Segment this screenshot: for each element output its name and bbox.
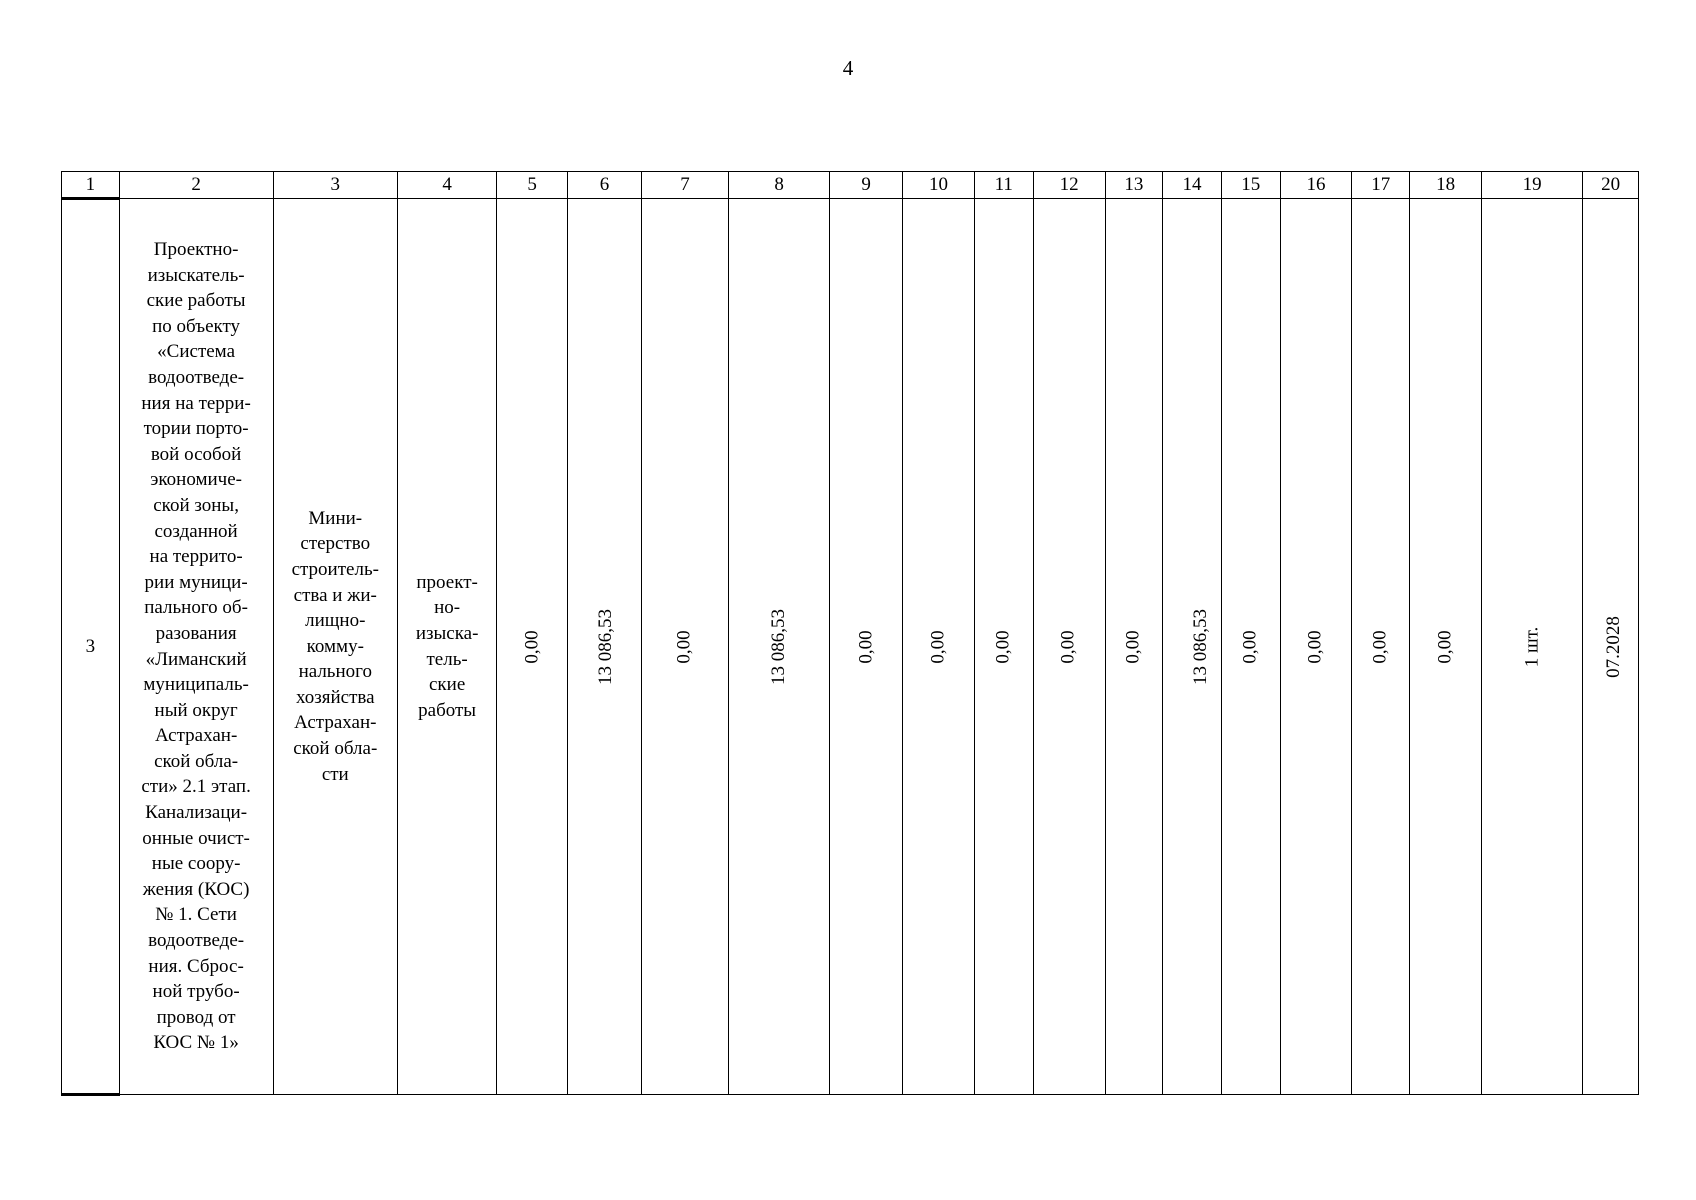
value-cell-15 <box>1221 199 1280 1095</box>
column-number-header: 2 <box>119 172 273 199</box>
value-cell-11 <box>974 199 1033 1095</box>
column-number-header: 16 <box>1280 172 1352 199</box>
value-13: 0,00 <box>1122 629 1144 664</box>
column-number-header: 3 <box>273 172 398 199</box>
value-cell-18 <box>1410 199 1482 1095</box>
value-18: 0,00 <box>1434 629 1456 664</box>
quantity-cell <box>1482 199 1583 1095</box>
deadline-value: 07.2028 <box>1603 615 1625 678</box>
column-number-header: 19 <box>1482 172 1583 199</box>
value-10: 0,00 <box>927 629 949 664</box>
column-number-header: 10 <box>903 172 975 199</box>
column-number-header: 8 <box>728 172 829 199</box>
row-number-cell <box>62 199 120 1095</box>
header-row <box>62 172 1639 199</box>
value-6: 13 086,53 <box>595 608 617 685</box>
column-number-header: 11 <box>974 172 1033 199</box>
value-cell-17 <box>1352 199 1410 1095</box>
value-5: 0,00 <box>521 629 543 664</box>
page-number: 4 <box>842 56 854 80</box>
value-8: 13 086,53 <box>768 608 790 685</box>
value-16: 0,00 <box>1305 629 1327 664</box>
column-number-header: 13 <box>1105 172 1163 199</box>
data-table <box>61 171 1639 1096</box>
work-type: проект- но- изыска- тель- ские работы <box>415 571 479 721</box>
value-7: 0,00 <box>673 629 695 664</box>
value-11: 0,00 <box>992 629 1014 664</box>
column-number-header: 20 <box>1583 172 1639 199</box>
executor-cell <box>273 199 398 1095</box>
value-cell-14 <box>1163 199 1222 1095</box>
value-cell-7 <box>641 199 728 1095</box>
value-cell-5 <box>497 199 568 1095</box>
row-number: 3 <box>85 635 96 657</box>
column-number-header: 14 <box>1163 172 1222 199</box>
value-cell-12 <box>1033 199 1105 1095</box>
project-description: Проектно- изыскатель- ские работы по объекту «Система водоотведе- ния на терри- тории порто- вой особой экономиче- ской зоны, созданной на террито- рии муници- пального об- разования «Лиманский муниципаль- ный округ Астрахан- ской обла- сти» 2.1 этап. Канализаци- онные очист- ные соору- жения (КОС) № 1. Сети водоотведе- ния. Сброс- ной трубо- провод от КОС № 1» <box>141 239 251 1054</box>
table-row <box>62 199 1639 1095</box>
deadline-cell <box>1583 199 1639 1095</box>
executor-name: Мини- стерство строитель- ства и жи- лищно- комму- нального хозяйства Астрахан- ской обла- сти <box>291 507 379 785</box>
column-number-header: 9 <box>830 172 903 199</box>
value-cell-6 <box>568 199 642 1095</box>
value-17: 0,00 <box>1369 629 1391 664</box>
column-number-header: 5 <box>497 172 568 199</box>
work-type-cell <box>398 199 497 1095</box>
quantity-value: 1 шт. <box>1521 626 1543 667</box>
column-number-header: 6 <box>568 172 642 199</box>
description-cell <box>119 199 273 1095</box>
value-12: 0,00 <box>1058 629 1080 664</box>
column-number-header: 12 <box>1033 172 1105 199</box>
value-15: 0,00 <box>1239 629 1261 664</box>
value-14: 13 086,53 <box>1190 608 1212 685</box>
column-number-header: 15 <box>1221 172 1280 199</box>
column-number-header: 1 <box>62 172 120 199</box>
value-cell-13 <box>1105 199 1163 1095</box>
value-cell-10 <box>903 199 975 1095</box>
value-cell-8 <box>728 199 829 1095</box>
column-number-header: 4 <box>398 172 497 199</box>
value-cell-16 <box>1280 199 1352 1095</box>
column-number-header: 7 <box>641 172 728 199</box>
value-cell-9 <box>830 199 903 1095</box>
column-number-header: 17 <box>1352 172 1410 199</box>
value-9: 0,00 <box>855 629 877 664</box>
column-number-header: 18 <box>1410 172 1482 199</box>
